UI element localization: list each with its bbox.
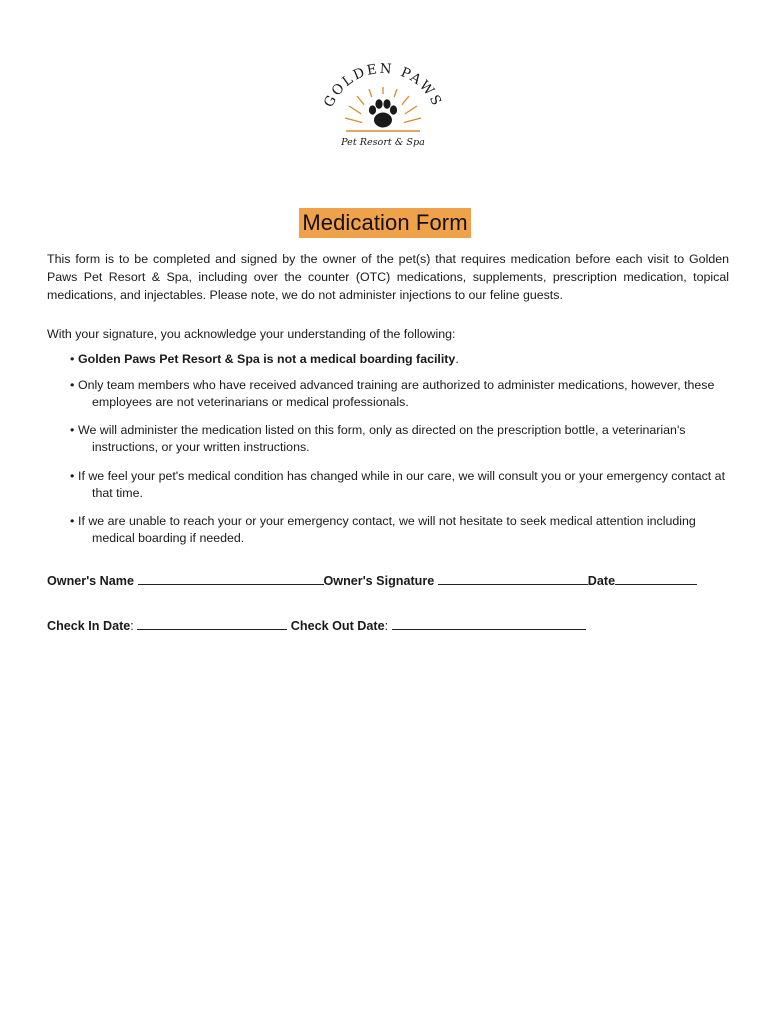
check-in-colon: : xyxy=(130,619,134,633)
owner-line xyxy=(47,572,697,590)
bullet-dot: • xyxy=(70,378,75,392)
owner-signature-label: Owner's Signature xyxy=(323,574,435,588)
bullet-1-bold: Golden Paws Pet Resort & Spa is not a medical boarding facility xyxy=(78,352,456,366)
bullet-item-3 xyxy=(70,422,732,456)
owner-signature-field[interactable] xyxy=(438,572,588,585)
bullet-4-text: If we feel your pet's medical condition has changed while in our care, we will consult you or your emergency contact at that time. xyxy=(78,469,726,500)
date-label: Date xyxy=(587,574,616,588)
form-title: Medication Form xyxy=(299,208,470,238)
check-in-field[interactable] xyxy=(137,617,287,630)
check-out-label: Check Out Date xyxy=(290,619,385,633)
bullet-item-4 xyxy=(70,468,732,502)
bullet-5-text: If we are unable to reach your or your emergency contact, we will not hesitate to seek medical attention including medical boarding if needed. xyxy=(78,514,696,545)
bullet-3-text: We will administer the medication listed on this form, only as directed on the prescription bottle, a veterinarian's instructions, or your written instructions. xyxy=(78,423,686,454)
check-out-colon: : xyxy=(384,619,389,633)
intro-paragraph: This form is to be completed and signed by the owner of the pet(s) that requires medication before each visit to Golden Paws Pet Resort & Spa, including over the counter (OTC) medications, supplements, prescription medication, topical medications, and injectables. Please note, we do not administer injections to our feline guests. xyxy=(47,252,729,302)
bullet-dot: • xyxy=(70,469,75,483)
bullet-dot: • xyxy=(70,423,75,437)
logo-subtitle: Pet Resort & Spa xyxy=(341,137,425,148)
bullet-dot: • xyxy=(70,514,75,528)
check-dates-line xyxy=(47,617,586,635)
acknowledge-text: With your signature, you acknowledge your understanding of the following: xyxy=(47,327,456,341)
date-field[interactable] xyxy=(615,572,697,585)
title-wrap xyxy=(0,208,770,238)
logo-arc-text: GOLDEN PAWS xyxy=(320,62,446,110)
bullet-dot: • xyxy=(70,352,75,366)
owner-name-field[interactable] xyxy=(138,572,324,585)
bullet-1-end: . xyxy=(455,352,459,366)
bullet-item-1 xyxy=(70,351,732,368)
bullet-item-2 xyxy=(70,377,732,411)
bullet-2-text: Only team members who have received advanced training are authorized to administer medications, however, these employees are not veterinarians or medical professionals. xyxy=(78,378,715,409)
check-out-field[interactable] xyxy=(392,617,586,630)
owner-name-label: Owner's Name xyxy=(47,574,134,588)
bullet-item-5 xyxy=(70,513,732,547)
check-in-label: Check In Date xyxy=(47,619,131,633)
golden-paws-logo xyxy=(318,62,448,154)
